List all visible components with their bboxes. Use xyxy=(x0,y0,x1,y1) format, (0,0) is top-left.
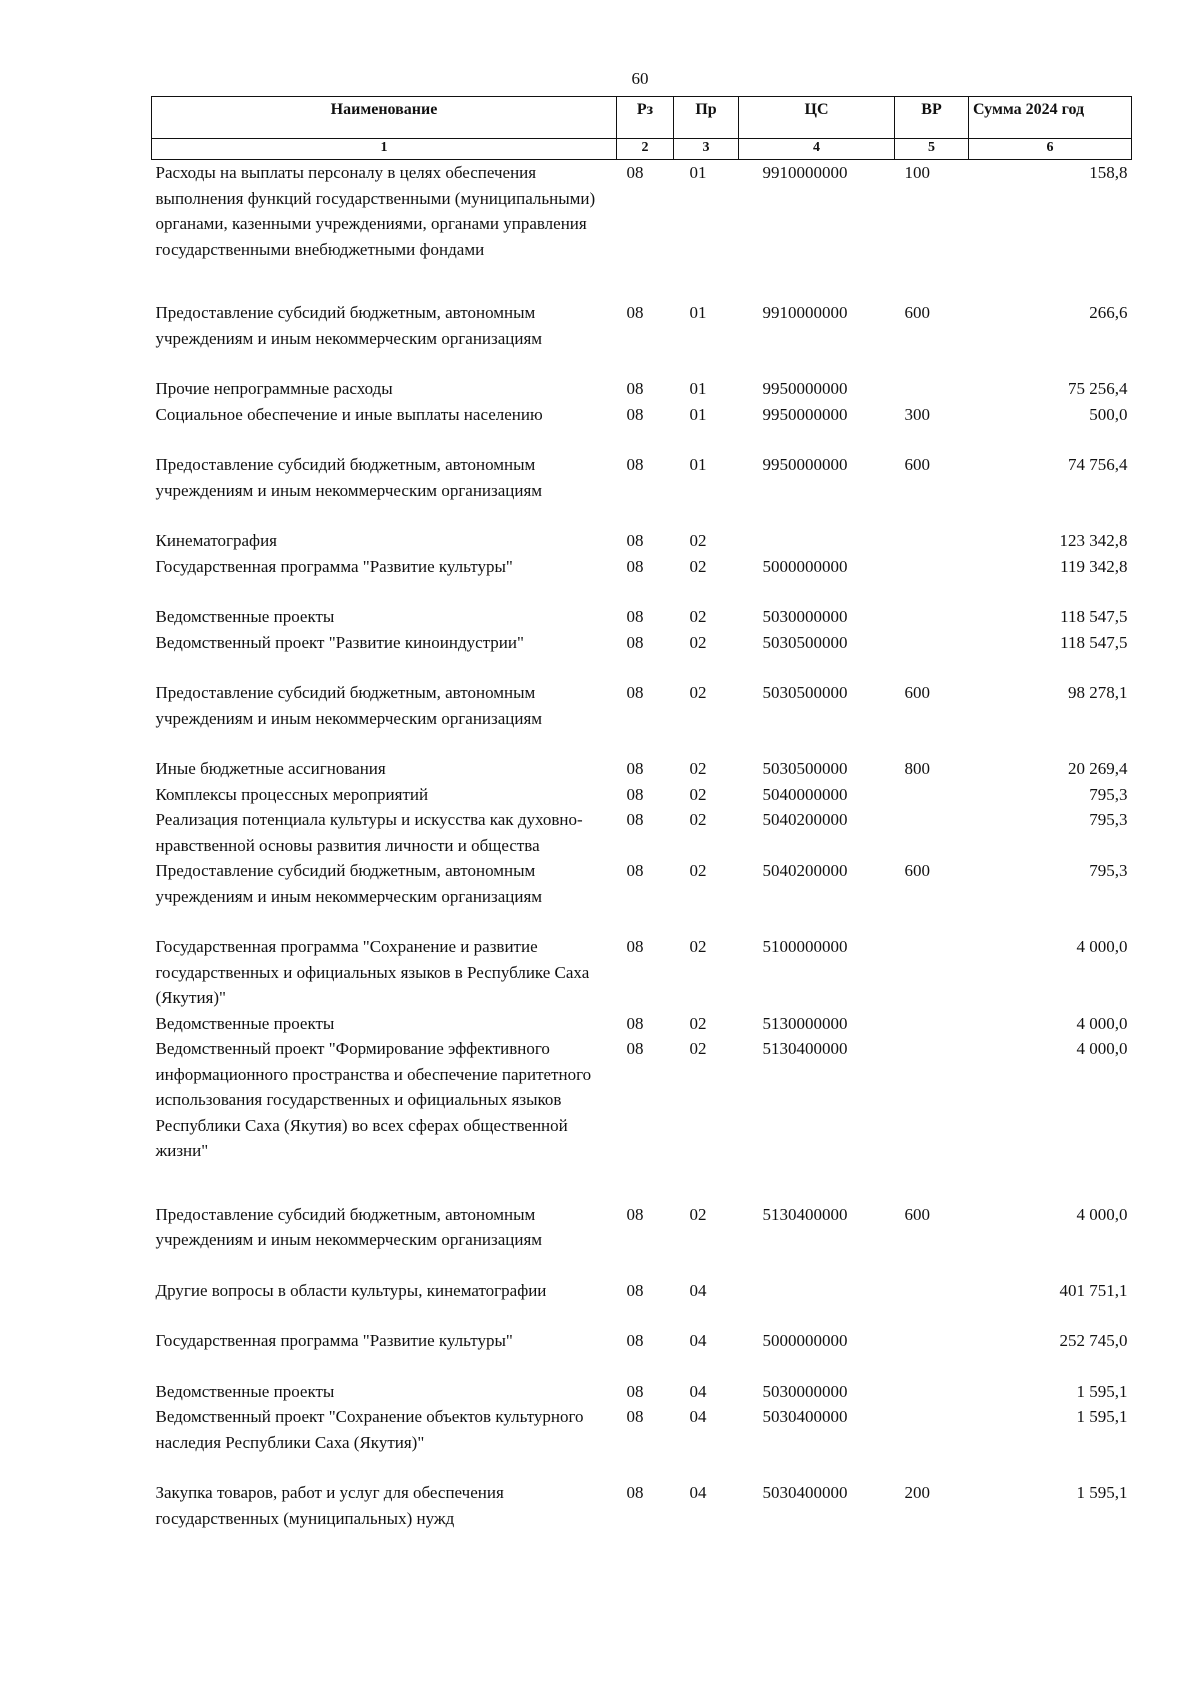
cell-vr xyxy=(895,376,969,402)
cell-vr xyxy=(895,630,969,681)
cell-name: Предоставление субсидий бюджетным, автономным учреждениям и иным некоммерческим организациям xyxy=(155,455,543,500)
cell-cs: 9910000000 xyxy=(762,163,848,182)
cell-cs: 5030500000 xyxy=(762,683,848,702)
cell-rz: 08 xyxy=(626,1331,644,1350)
cell-name: Ведомственные проекты xyxy=(155,607,335,626)
cell-vr xyxy=(895,1404,969,1480)
cell-cs: 9910000000 xyxy=(762,303,848,322)
cell-vr xyxy=(895,807,969,858)
cell-cs: 5030400000 xyxy=(762,1407,848,1426)
cell-sum: 795,3 xyxy=(1089,784,1128,804)
cell-rz: 08 xyxy=(626,556,644,576)
cell-rz: 08 xyxy=(626,937,644,956)
cell-name: Ведомственный проект "Формирование эффективного информационного пространства и обеспечение паритетного использования государственных и официальных языков Республики Саха (Якутия) во всех сферах общественной жизни" xyxy=(155,1039,592,1160)
cell-cs: 5000000000 xyxy=(762,1331,848,1350)
cell-cs: 5000000000 xyxy=(762,556,848,576)
cell-pr: 02 xyxy=(689,632,707,652)
table-row xyxy=(152,858,1132,934)
cell-vr xyxy=(895,782,969,808)
cell-rz: 08 xyxy=(626,1204,644,1224)
cell-vr: 600 xyxy=(904,303,930,322)
page-number: 60 xyxy=(631,69,649,88)
cell-name: Предоставление субсидий бюджетным, автономным учреждениям и иным некоммерческим организациям xyxy=(155,1204,543,1249)
table-row xyxy=(152,1328,1132,1379)
cell-pr: 02 xyxy=(689,784,707,804)
cell-vr: 600 xyxy=(904,455,930,474)
cell-pr: 02 xyxy=(689,683,707,702)
cell-rz: 08 xyxy=(626,759,644,778)
cell-sum: 98 278,1 xyxy=(1068,683,1128,702)
cell-sum: 118 547,5 xyxy=(1060,607,1128,626)
cell-rz: 08 xyxy=(626,1039,644,1058)
table-row xyxy=(152,402,1132,453)
budget-table xyxy=(151,96,1132,1531)
table-row xyxy=(152,630,1132,681)
cell-cs: 5130000000 xyxy=(762,1013,848,1033)
cell-rz: 08 xyxy=(626,379,644,398)
cell-rz: 08 xyxy=(626,607,644,626)
cell-pr: 02 xyxy=(689,1039,707,1058)
cell-sum: 500,0 xyxy=(1089,404,1128,424)
cell-pr: 02 xyxy=(689,1204,707,1224)
cell-vr xyxy=(895,1278,969,1329)
cell-name: Государственная программа "Сохранение и развитие государственных и официальных языков в Республике Саха (Якутия)" xyxy=(155,937,590,1007)
table-row xyxy=(152,1480,1132,1531)
cell-name: Предоставление субсидий бюджетным, автономным учреждениям и иным некоммерческим организациям xyxy=(155,683,543,728)
header-number-4: 4 xyxy=(739,139,895,160)
table-row xyxy=(152,604,1132,630)
cell-name: Другие вопросы в области культуры, кинематографии xyxy=(155,1280,547,1300)
cell-cs: 5130400000 xyxy=(762,1039,848,1058)
cell-name: Государственная программа "Развитие культуры" xyxy=(155,1331,513,1350)
header-vr: ВР xyxy=(895,97,969,139)
cell-pr: 01 xyxy=(689,303,707,322)
cell-rz: 08 xyxy=(626,810,644,829)
budget-table-container xyxy=(151,96,1131,1531)
cell-pr: 01 xyxy=(689,404,707,424)
cell-rz: 08 xyxy=(626,784,644,804)
table-row xyxy=(152,807,1132,858)
table-header xyxy=(152,97,1132,160)
cell-vr: 300 xyxy=(904,404,930,424)
cell-pr: 02 xyxy=(689,759,707,778)
cell-sum: 795,3 xyxy=(1089,810,1128,829)
header-row xyxy=(152,97,1132,139)
table-row xyxy=(152,300,1132,376)
cell-sum: 266,6 xyxy=(1089,303,1128,322)
cell-vr: 100 xyxy=(904,163,930,182)
cell-sum: 1 595,1 xyxy=(1076,1381,1128,1401)
cell-cs: 5040200000 xyxy=(762,810,848,829)
header-sum: Сумма 2024 год xyxy=(969,97,1132,139)
table-body xyxy=(152,160,1132,1532)
cell-sum: 4 000,0 xyxy=(1076,1013,1128,1033)
table-row xyxy=(152,452,1132,528)
cell-sum: 795,3 xyxy=(1089,861,1128,880)
table-row xyxy=(152,160,1132,301)
cell-rz: 08 xyxy=(626,1483,644,1502)
table-row xyxy=(152,680,1132,756)
table-row xyxy=(152,1011,1132,1037)
header-number-1: 1 xyxy=(152,139,617,160)
cell-pr: 01 xyxy=(689,455,707,474)
header-name: Наименование xyxy=(152,97,617,139)
cell-pr: 04 xyxy=(689,1331,707,1350)
header-number-6: 6 xyxy=(969,139,1132,160)
cell-sum: 4 000,0 xyxy=(1076,937,1128,956)
cell-cs xyxy=(739,1278,895,1329)
table-row xyxy=(152,756,1132,782)
cell-cs: 5030500000 xyxy=(762,759,848,778)
cell-vr xyxy=(895,604,969,630)
header-number-3: 3 xyxy=(674,139,739,160)
cell-cs: 5040200000 xyxy=(762,861,848,880)
cell-name: Реализация потенциала культуры и искусства как духовно-нравственной основы развития личности и общества xyxy=(155,810,583,855)
cell-pr: 02 xyxy=(689,810,707,829)
cell-vr: 200 xyxy=(904,1483,930,1502)
cell-name: Ведомственный проект "Сохранение объектов культурного наследия Республики Саха (Якутия)" xyxy=(155,1407,584,1452)
cell-sum: 75 256,4 xyxy=(1068,379,1128,398)
cell-name: Ведомственные проекты xyxy=(155,1013,335,1033)
cell-name: Комплексы процессных мероприятий xyxy=(155,784,429,804)
cell-vr xyxy=(895,528,969,554)
table-row xyxy=(152,1036,1132,1202)
cell-sum: 1 595,1 xyxy=(1076,1407,1128,1426)
cell-cs: 9950000000 xyxy=(762,455,848,474)
cell-cs: 9950000000 xyxy=(762,379,848,398)
cell-sum: 252 745,0 xyxy=(1059,1331,1128,1350)
cell-name: Расходы на выплаты персоналу в целях обеспечения выполнения функций государственными (муниципальными) органами, казенными учреждениями, органами управления государственными внебюджетными фондами xyxy=(155,163,596,259)
cell-name: Предоставление субсидий бюджетным, автономным учреждениям и иным некоммерческим организациям xyxy=(155,303,543,348)
cell-sum: 119 342,8 xyxy=(1060,556,1128,576)
cell-rz: 08 xyxy=(626,404,644,424)
cell-cs xyxy=(739,528,895,554)
table-row xyxy=(152,1379,1132,1405)
cell-name: Ведомственные проекты xyxy=(155,1381,335,1401)
cell-name: Предоставление субсидий бюджетным, автономным учреждениям и иным некоммерческим организациям xyxy=(155,861,543,906)
cell-rz: 08 xyxy=(626,1013,644,1033)
cell-sum: 1 595,1 xyxy=(1076,1483,1128,1502)
cell-sum: 4 000,0 xyxy=(1076,1039,1128,1058)
table-row xyxy=(152,1404,1132,1480)
cell-rz: 08 xyxy=(626,163,644,182)
cell-name: Иные бюджетные ассигнования xyxy=(155,759,386,778)
cell-pr: 04 xyxy=(689,1280,707,1300)
header-rz: Рз xyxy=(617,97,674,139)
cell-pr: 04 xyxy=(689,1381,707,1401)
cell-cs: 5030400000 xyxy=(762,1483,848,1502)
cell-pr: 04 xyxy=(689,1483,707,1502)
cell-pr: 02 xyxy=(689,607,707,626)
cell-name: Кинематография xyxy=(155,531,277,550)
table-row xyxy=(152,528,1132,554)
cell-vr: 600 xyxy=(904,683,930,702)
cell-vr xyxy=(895,554,969,605)
cell-sum: 20 269,4 xyxy=(1068,759,1128,778)
table-row xyxy=(152,554,1132,605)
cell-pr: 04 xyxy=(689,1407,707,1426)
header-number-5: 5 xyxy=(895,139,969,160)
cell-rz: 08 xyxy=(626,1381,644,1401)
cell-name: Социальное обеспечение и иные выплаты населению xyxy=(155,404,543,424)
cell-vr xyxy=(895,1328,969,1379)
cell-cs: 5100000000 xyxy=(762,937,848,956)
cell-vr: 800 xyxy=(904,759,930,778)
table-row xyxy=(152,934,1132,1011)
cell-vr: 600 xyxy=(904,1204,930,1224)
cell-cs: 5030000000 xyxy=(762,607,848,626)
cell-sum: 158,8 xyxy=(1089,163,1128,182)
cell-sum: 118 547,5 xyxy=(1060,632,1128,652)
table-row xyxy=(152,1278,1132,1329)
cell-rz: 08 xyxy=(626,1407,644,1426)
cell-rz: 08 xyxy=(626,531,644,550)
table-row xyxy=(152,376,1132,402)
cell-cs: 9950000000 xyxy=(762,404,848,424)
cell-rz: 08 xyxy=(626,303,644,322)
header-pr: Пр xyxy=(674,97,739,139)
cell-sum: 4 000,0 xyxy=(1076,1204,1128,1224)
cell-cs: 5030000000 xyxy=(762,1381,848,1401)
cell-sum: 401 751,1 xyxy=(1059,1280,1128,1300)
cell-vr xyxy=(895,1011,969,1037)
cell-sum: 74 756,4 xyxy=(1068,455,1128,474)
header-cs: ЦС xyxy=(739,97,895,139)
cell-pr: 02 xyxy=(689,1013,707,1033)
cell-cs: 5040000000 xyxy=(762,784,848,804)
cell-rz: 08 xyxy=(626,683,644,702)
cell-vr xyxy=(895,934,969,1011)
cell-pr: 01 xyxy=(689,163,707,182)
cell-rz: 08 xyxy=(626,632,644,652)
cell-vr: 600 xyxy=(904,861,930,880)
cell-pr: 02 xyxy=(689,556,707,576)
header-number-row xyxy=(152,139,1132,160)
table-row xyxy=(152,1202,1132,1278)
cell-vr xyxy=(895,1036,969,1202)
cell-rz: 08 xyxy=(626,455,644,474)
cell-name: Закупка товаров, работ и услуг для обеспечения государственных (муниципальных) нужд xyxy=(155,1483,504,1528)
cell-cs: 5130400000 xyxy=(762,1204,848,1224)
cell-name: Ведомственный проект "Развитие киноиндустрии" xyxy=(155,632,524,652)
cell-rz: 08 xyxy=(626,1280,644,1300)
cell-cs: 5030500000 xyxy=(762,632,848,652)
cell-vr xyxy=(895,1379,969,1405)
cell-pr: 02 xyxy=(689,937,707,956)
cell-pr: 02 xyxy=(689,531,707,550)
cell-pr: 01 xyxy=(689,379,707,398)
cell-name: Прочие непрограммные расходы xyxy=(155,379,393,398)
cell-sum: 123 342,8 xyxy=(1059,531,1128,550)
table-row xyxy=(152,782,1132,808)
header-number-2: 2 xyxy=(617,139,674,160)
cell-rz: 08 xyxy=(626,861,644,880)
cell-name: Государственная программа "Развитие культуры" xyxy=(155,556,513,576)
cell-pr: 02 xyxy=(689,861,707,880)
